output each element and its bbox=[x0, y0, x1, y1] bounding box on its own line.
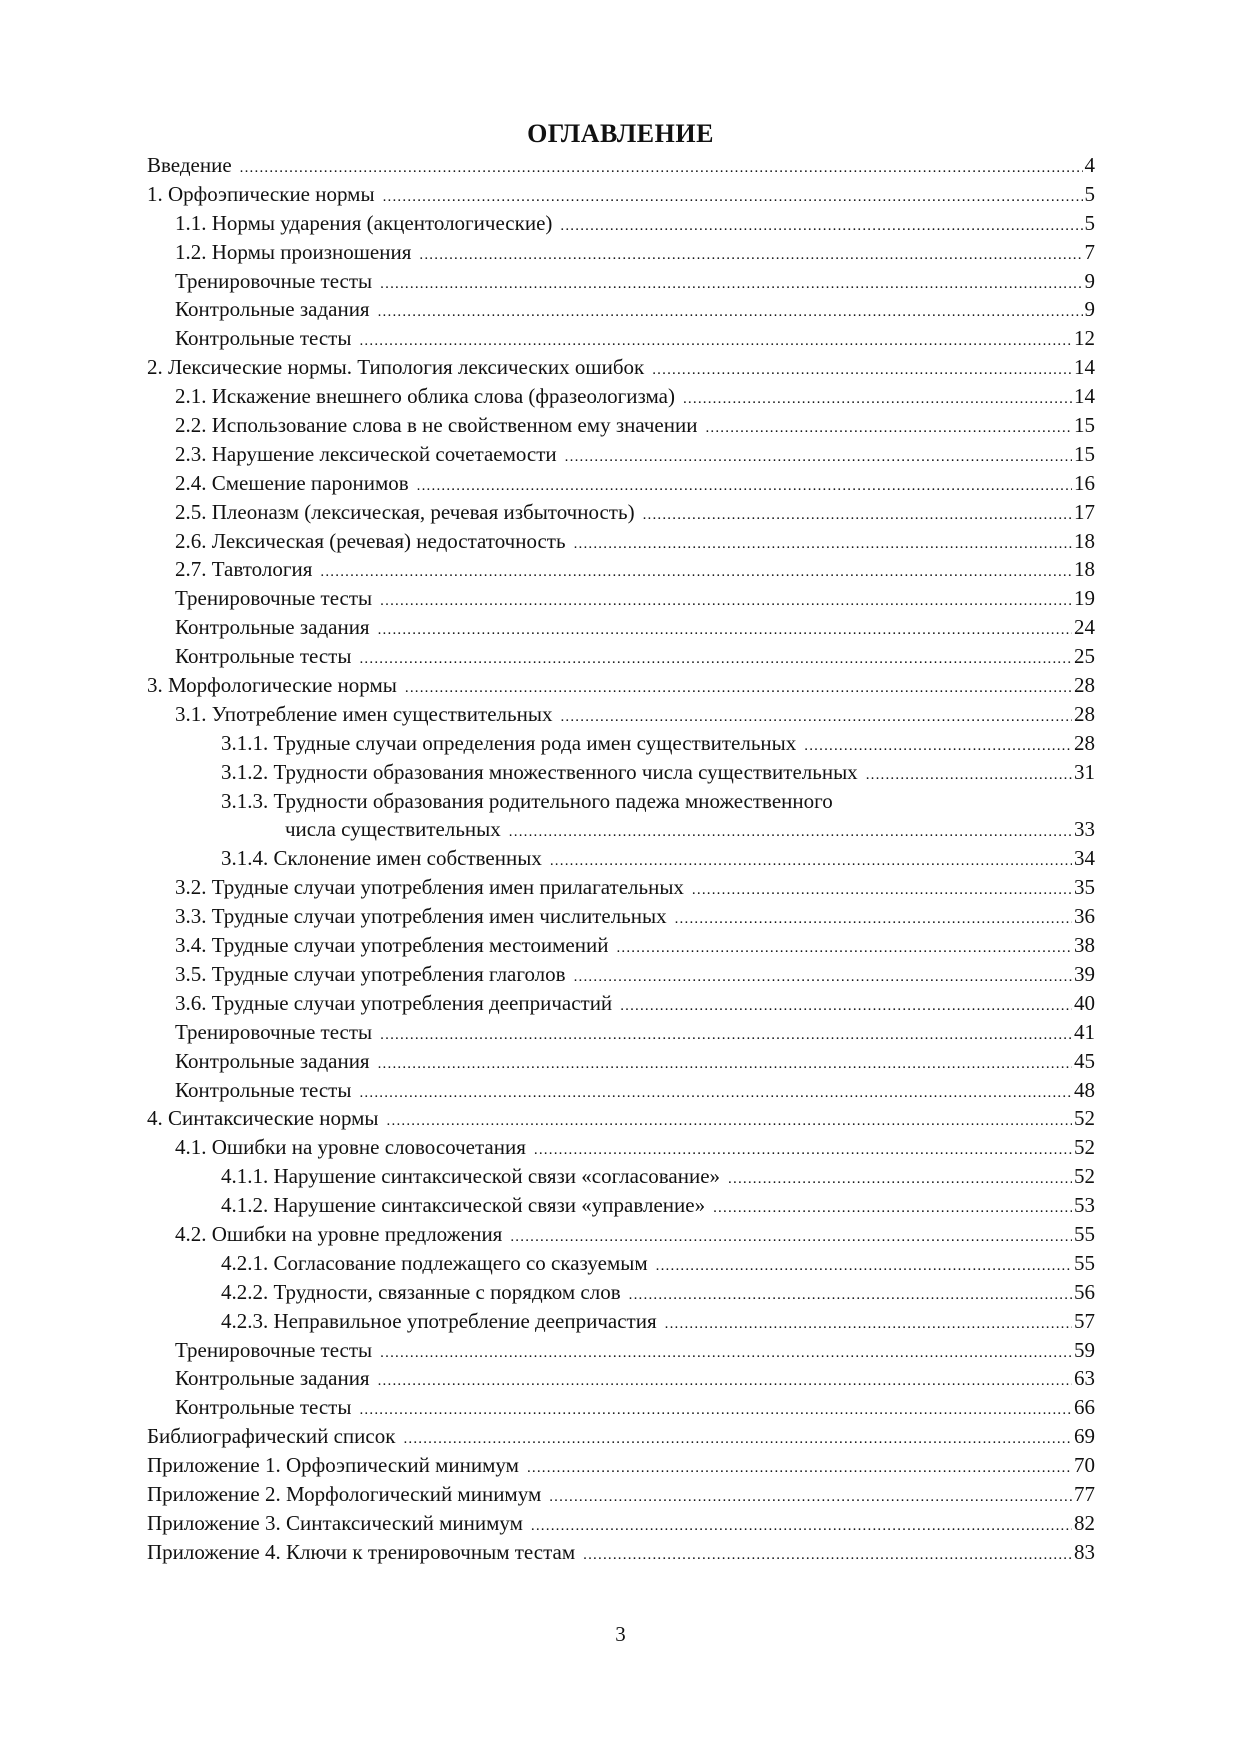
toc-entry[interactable] bbox=[147, 1191, 1095, 1220]
dot-leader bbox=[240, 154, 1083, 180]
toc-entry-title: 2.3. Нарушение лексической сочетаемости bbox=[175, 441, 557, 466]
toc-entry-page: 7 bbox=[1084, 239, 1095, 264]
toc-entry[interactable] bbox=[147, 931, 1095, 960]
toc-entry[interactable] bbox=[147, 671, 1095, 700]
toc-entry-title: Приложение 1. Орфоэпический минимум bbox=[147, 1453, 519, 1478]
dot-leader bbox=[380, 587, 1072, 613]
toc-entry-page: 15 bbox=[1074, 413, 1095, 438]
toc-entry-title: Приложение 4. Ключи к тренировочным тестам bbox=[147, 1539, 576, 1564]
toc-entry[interactable] bbox=[147, 555, 1095, 584]
toc-entry-title: 4.2.3. Неправильное употребление деепричастия bbox=[221, 1308, 657, 1333]
toc-entry[interactable] bbox=[147, 209, 1095, 238]
toc-entry[interactable] bbox=[147, 873, 1095, 902]
dot-leader bbox=[378, 616, 1072, 642]
toc-entry-page: 45 bbox=[1074, 1048, 1095, 1073]
toc-entry-page: 9 bbox=[1084, 297, 1095, 322]
dot-leader bbox=[705, 414, 1072, 440]
toc-entry-page: 5 bbox=[1084, 210, 1095, 235]
dot-leader bbox=[510, 1223, 1072, 1249]
toc-entry[interactable] bbox=[147, 844, 1095, 873]
toc-entry-title: Контрольные тесты bbox=[175, 326, 352, 351]
toc-entry[interactable] bbox=[147, 1364, 1095, 1393]
dot-leader bbox=[380, 1021, 1072, 1047]
toc-entry-title: 1.1. Нормы ударения (акцентологические) bbox=[175, 210, 553, 235]
toc-entry-page: 15 bbox=[1074, 441, 1095, 466]
toc-entry-page: 5 bbox=[1084, 181, 1095, 206]
toc-entry-page: 25 bbox=[1074, 644, 1095, 669]
toc-entry-title: 3.1.4. Склонение имен собственных bbox=[221, 846, 542, 871]
toc-entry-title: Тренировочные тесты bbox=[175, 586, 373, 611]
toc-entry-page: 52 bbox=[1074, 1135, 1095, 1160]
toc-entry[interactable] bbox=[147, 787, 1095, 816]
toc-entry-page: 55 bbox=[1074, 1221, 1095, 1246]
toc-entry[interactable] bbox=[147, 1422, 1095, 1451]
toc-entry-page: 18 bbox=[1074, 557, 1095, 582]
toc-entry[interactable] bbox=[147, 1047, 1095, 1076]
dot-leader bbox=[383, 183, 1083, 209]
toc-entry[interactable] bbox=[147, 469, 1095, 498]
toc-entry[interactable] bbox=[147, 324, 1095, 353]
toc-entry-title: Приложение 2. Морфологический минимум bbox=[147, 1481, 542, 1506]
toc-entry[interactable] bbox=[147, 238, 1095, 267]
dot-leader bbox=[565, 443, 1072, 469]
dot-leader bbox=[403, 1425, 1072, 1451]
toc-entry-page: 66 bbox=[1074, 1395, 1095, 1420]
toc-entry-title: 2.7. Тавтология bbox=[175, 557, 313, 582]
toc-entry-page: 14 bbox=[1074, 355, 1095, 380]
toc-entry[interactable] bbox=[147, 642, 1095, 671]
dot-leader bbox=[378, 1050, 1072, 1076]
dot-leader bbox=[629, 1281, 1072, 1307]
toc-entry-page: 28 bbox=[1074, 730, 1095, 755]
dot-leader bbox=[550, 847, 1072, 873]
toc-entry[interactable] bbox=[147, 902, 1095, 931]
toc-entry-title: 3. Морфологические нормы bbox=[147, 673, 397, 698]
toc-entry-page: 38 bbox=[1074, 933, 1095, 958]
dot-leader bbox=[549, 1483, 1072, 1509]
toc-entry-title: 3.2. Трудные случаи употребления имен прилагательных bbox=[175, 875, 684, 900]
toc-entry-title: 2.5. Плеоназм (лексическая, речевая избыточность) bbox=[175, 499, 635, 524]
toc-entry-title: числа существительных bbox=[285, 817, 501, 842]
toc-entry-title: Контрольные тесты bbox=[175, 644, 352, 669]
toc-entry-page: 83 bbox=[1074, 1539, 1095, 1564]
toc-entry-title: 3.1.1. Трудные случаи определения рода имен существительных bbox=[221, 730, 797, 755]
dot-leader bbox=[583, 1541, 1072, 1567]
toc-entry[interactable] bbox=[147, 1509, 1095, 1538]
dot-leader bbox=[728, 1165, 1072, 1191]
toc-entry[interactable] bbox=[147, 1480, 1095, 1509]
toc-entry[interactable] bbox=[147, 295, 1095, 324]
dot-leader bbox=[560, 703, 1072, 729]
dot-leader bbox=[387, 1107, 1072, 1133]
toc-entry[interactable] bbox=[147, 267, 1095, 296]
dot-leader bbox=[804, 732, 1072, 758]
dot-leader bbox=[534, 1136, 1072, 1162]
dot-leader bbox=[359, 1396, 1072, 1422]
toc-entry-title: 3.6. Трудные случаи употребления деепричастий bbox=[175, 990, 613, 1015]
toc-entry-title: Тренировочные тесты bbox=[175, 1337, 373, 1362]
dot-leader bbox=[866, 761, 1072, 787]
toc-entry-page: 36 bbox=[1074, 904, 1095, 929]
toc-entry-title: 4.2.2. Трудности, связанные с порядком слов bbox=[221, 1279, 621, 1304]
toc-entry-page: 33 bbox=[1074, 817, 1095, 842]
dot-leader bbox=[665, 1310, 1072, 1336]
toc-entry[interactable] bbox=[147, 729, 1095, 758]
dot-leader bbox=[417, 472, 1072, 498]
dot-leader bbox=[652, 356, 1072, 382]
toc-entry-title: 3.1.2. Трудности образования множественного числа существительных bbox=[221, 759, 858, 784]
toc-entry[interactable] bbox=[147, 815, 1095, 844]
toc-entry[interactable] bbox=[147, 411, 1095, 440]
toc-entry[interactable] bbox=[147, 1307, 1095, 1336]
toc-entry-title: Контрольные задания bbox=[175, 1366, 370, 1391]
toc-entry-title: 2.6. Лексическая (речевая) недостаточность bbox=[175, 528, 566, 553]
toc-entry[interactable] bbox=[147, 1076, 1095, 1105]
dot-leader bbox=[574, 963, 1072, 989]
toc-entry[interactable] bbox=[147, 700, 1095, 729]
dot-leader bbox=[527, 1454, 1072, 1480]
dot-leader bbox=[419, 241, 1082, 267]
toc-entry[interactable] bbox=[147, 1133, 1095, 1162]
toc-entry-page: 77 bbox=[1074, 1481, 1095, 1506]
dot-leader bbox=[531, 1512, 1072, 1538]
toc-entry-title: 3.1.3. Трудности образования родительного падежа множественного bbox=[221, 788, 833, 813]
toc-entry-page: 48 bbox=[1074, 1077, 1095, 1102]
dot-leader bbox=[320, 558, 1072, 584]
toc-entry-page: 41 bbox=[1074, 1019, 1095, 1044]
dot-leader bbox=[380, 270, 1082, 296]
toc-entry-title: 4.2. Ошибки на уровне предложения bbox=[175, 1221, 503, 1246]
toc-entry-page: 35 bbox=[1074, 875, 1095, 900]
toc-entry[interactable] bbox=[147, 1393, 1095, 1422]
toc-entry[interactable] bbox=[147, 527, 1095, 556]
toc-entry-title: 3.3. Трудные случаи употребления имен числительных bbox=[175, 904, 667, 929]
toc-entry-title: 2.1. Искажение внешнего облика слова (фразеологизма) bbox=[175, 384, 675, 409]
dot-leader bbox=[675, 905, 1072, 931]
toc-entry-page: 40 bbox=[1074, 990, 1095, 1015]
toc-entry[interactable] bbox=[147, 1162, 1095, 1191]
dot-leader bbox=[380, 1339, 1072, 1365]
toc-entry-title: 4.1.2. Нарушение синтаксической связи «управление» bbox=[221, 1193, 706, 1218]
toc-entry[interactable] bbox=[147, 151, 1095, 180]
toc-entry[interactable] bbox=[147, 758, 1095, 787]
toc-entry[interactable] bbox=[147, 1220, 1095, 1249]
toc-entry-title: Приложение 3. Синтаксический минимум bbox=[147, 1510, 523, 1535]
toc-entry-page: 63 bbox=[1074, 1366, 1095, 1391]
toc-entry[interactable] bbox=[147, 1249, 1095, 1278]
toc-entry-page: 18 bbox=[1074, 528, 1095, 553]
toc-entry-title: 1. Орфоэпические нормы bbox=[147, 181, 375, 206]
toc-entry[interactable] bbox=[147, 1104, 1095, 1133]
toc-entry-title: 1.2. Нормы произношения bbox=[175, 239, 412, 264]
dot-leader bbox=[378, 1367, 1072, 1393]
toc-entry-title: Контрольные задания bbox=[175, 297, 370, 322]
toc-entry-title: 4.2.1. Согласование подлежащего со сказуемым bbox=[221, 1250, 648, 1275]
toc-entry-page: 34 bbox=[1074, 846, 1095, 871]
toc-entry-title: 2.4. Смешение паронимов bbox=[175, 470, 409, 495]
toc-entry[interactable] bbox=[147, 613, 1095, 642]
toc-entry-page: 16 bbox=[1074, 470, 1095, 495]
toc-entry-page: 28 bbox=[1074, 673, 1095, 698]
toc-entry[interactable] bbox=[147, 1538, 1095, 1567]
toc-entry-title: Контрольные тесты bbox=[175, 1395, 352, 1420]
toc-entry[interactable] bbox=[147, 1336, 1095, 1365]
dot-leader bbox=[574, 530, 1072, 556]
dot-leader bbox=[359, 645, 1072, 671]
dot-leader bbox=[359, 327, 1072, 353]
toc-entry-page: 19 bbox=[1074, 586, 1095, 611]
toc-entry-page: 53 bbox=[1074, 1193, 1095, 1218]
page-title: ОГЛАВЛЕНИЕ bbox=[527, 119, 714, 148]
toc-entry-title: 2.2. Использование слова в не свойственном ему значении bbox=[175, 413, 698, 438]
toc-entry[interactable] bbox=[147, 498, 1095, 527]
dot-leader bbox=[560, 212, 1082, 238]
toc-entry-title: Контрольные тесты bbox=[175, 1077, 352, 1102]
toc-entry-page: 24 bbox=[1074, 615, 1095, 640]
dot-leader bbox=[620, 992, 1072, 1018]
toc-entry-title: 3.4. Трудные случаи употребления местоимений bbox=[175, 933, 609, 958]
dot-leader bbox=[509, 818, 1072, 844]
toc-entry-page: 57 bbox=[1074, 1308, 1095, 1333]
toc-entry-title: 2. Лексические нормы. Типология лексических ошибок bbox=[147, 355, 645, 380]
toc-entry-page: 39 bbox=[1074, 961, 1095, 986]
toc-entry-page: 52 bbox=[1074, 1164, 1095, 1189]
page-number: 3 bbox=[615, 1622, 626, 1646]
toc-entry[interactable] bbox=[147, 180, 1095, 209]
toc-entry-page: 59 bbox=[1074, 1337, 1095, 1362]
toc-entry-page: 17 bbox=[1074, 499, 1095, 524]
toc-entry-page: 9 bbox=[1084, 268, 1095, 293]
dot-leader bbox=[683, 385, 1072, 411]
toc-entry-title: Контрольные задания bbox=[175, 615, 370, 640]
toc-entry-title: Введение bbox=[147, 153, 232, 177]
dot-leader bbox=[359, 1079, 1072, 1105]
toc-entry-page: 70 bbox=[1074, 1453, 1095, 1478]
toc-entry[interactable] bbox=[147, 1278, 1095, 1307]
toc-entry-page: 52 bbox=[1074, 1106, 1095, 1131]
toc-entry[interactable] bbox=[147, 1018, 1095, 1047]
toc-entry-page: 12 bbox=[1074, 326, 1095, 351]
dot-leader bbox=[656, 1252, 1072, 1278]
toc-entry[interactable] bbox=[147, 960, 1095, 989]
toc-entry[interactable] bbox=[147, 989, 1095, 1018]
dot-leader bbox=[616, 934, 1072, 960]
dot-leader bbox=[713, 1194, 1072, 1220]
toc-entry-page: 56 bbox=[1074, 1279, 1095, 1304]
toc-entry-title: Тренировочные тесты bbox=[175, 268, 373, 293]
toc-entry-page: 28 bbox=[1074, 701, 1095, 726]
toc-entry[interactable] bbox=[147, 584, 1095, 613]
toc-entry-title: Тренировочные тесты bbox=[175, 1019, 373, 1044]
table-of-contents bbox=[147, 151, 1095, 1567]
toc-entry-page: 69 bbox=[1074, 1424, 1095, 1449]
toc-entry[interactable] bbox=[147, 382, 1095, 411]
toc-entry-page: 31 bbox=[1074, 759, 1095, 784]
toc-entry-title: Контрольные задания bbox=[175, 1048, 370, 1073]
dot-leader bbox=[643, 501, 1072, 527]
toc-entry-title: 4.1. Ошибки на уровне словосочетания bbox=[175, 1135, 526, 1160]
toc-entry[interactable] bbox=[147, 440, 1095, 469]
toc-entry-title: 4. Синтаксические нормы bbox=[147, 1106, 379, 1131]
toc-entry-page: 14 bbox=[1074, 384, 1095, 409]
dot-leader bbox=[378, 298, 1083, 324]
dot-leader bbox=[692, 876, 1072, 902]
toc-entry-page: 4 bbox=[1084, 153, 1095, 177]
dot-leader bbox=[405, 674, 1072, 700]
toc-entry-title: 3.5. Трудные случаи употребления глаголов bbox=[175, 961, 566, 986]
toc-entry-title: Библиографический список bbox=[147, 1424, 396, 1449]
toc-entry[interactable] bbox=[147, 1451, 1095, 1480]
toc-entry-title: 3.1. Употребление имен существительных bbox=[175, 701, 553, 726]
toc-entry-title: 4.1.1. Нарушение синтаксической связи «согласование» bbox=[221, 1164, 721, 1189]
toc-entry-page: 82 bbox=[1074, 1510, 1095, 1535]
toc-entry[interactable] bbox=[147, 353, 1095, 382]
toc-entry-page: 55 bbox=[1074, 1250, 1095, 1275]
